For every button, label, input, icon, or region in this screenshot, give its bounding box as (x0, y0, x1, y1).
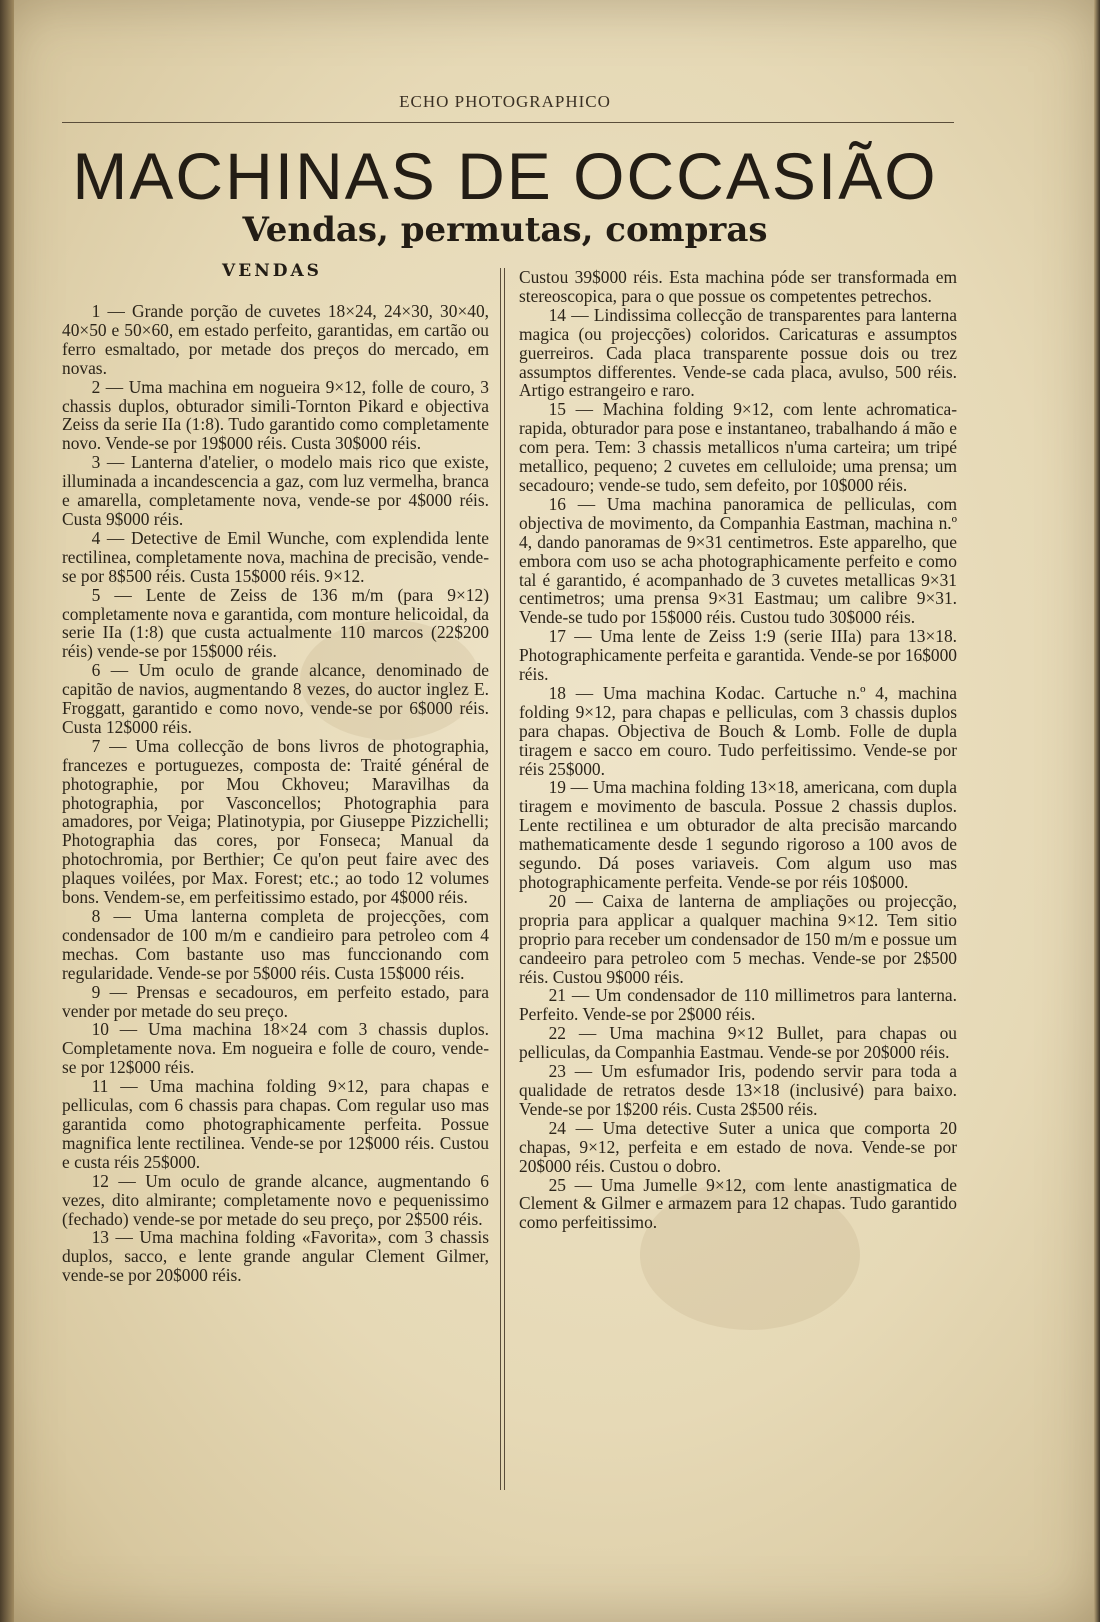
listing-item: 23 — Um esfumador Iris, podendo servir para toda a qualidade de retratos desde 13×18 (inclusivé) para baixo. Vende-se por 1$200 réis. Custa 2$500 réis. (519, 1061, 957, 1119)
listing-item: 5 — Lente de Zeiss de 136 m/m (para 9×12) completamente nova e garantida, com monture helicoidal, da serie IIa (1:8) que custa actualmente 110 marcos (22$200 réis) vende-se por 15$000 réis. (62, 584, 489, 662)
listing-item: 11 — Uma machina folding 9×12, para chapas e pelliculas, com 6 chassis para chapas. Com regular uso mas garantida como photographicamente perfeita. Possue magnifica lente rectilinea. Vende-se por 12$000 réis. Custou e custa réis 25$000. (62, 1076, 489, 1172)
header-rule (62, 122, 954, 123)
listing-item: 1 — Grande porção de cuvetes 18×24, 24×30, 30×40, 40×50 e 50×60, em estado perfeito, garantidas, em cartão ou ferro esmaltado, por metade dos preços do mercado, em novas. (62, 301, 489, 378)
page-edge (1094, 0, 1100, 1622)
listing-item: 9 — Prensas e secadouros, em perfeito estado, para vender por metade do seu preço. (62, 981, 489, 1021)
column-divider (504, 268, 505, 1490)
listing-item: 19 — Uma machina folding 13×18, americana, com dupla tiragem e movimento de bascula. Possue 2 chassis duplos. Lente rectilinea e um obturador de alta precisão marcando mathematicamente desde 1 segundo rigoroso a 100 avos de segundo. Dá poses variaveis. Com algum uso mas photographicamente perfeita. Vende-se por réis 10$000. (519, 777, 957, 892)
listing-item: 21 — Um condensador de 110 millimetros para lanterna. Perfeito. Vende-se por 2$000 réis. (519, 985, 957, 1025)
listing-item: 12 — Um oculo de grande alcance, augmentando 6 vezes, dito almirante; completamente novo e pequenissimo (fechado) vende-se por metade do seu preço, por 2$500 réis. (62, 1170, 489, 1229)
listing-item: 6 — Um oculo de grande alcance, denominado de capitão de navios, augmentando 8 vezes, do auctor inglez E. Froggatt, garantido e como novo, vende-se por 6$000 réis. Custa 12$000 réis. (62, 660, 489, 737)
page-subtitle: Vendas, permutas, compras (242, 210, 768, 250)
listing-item: 14 — Lindissima collecção de transparentes para lanterna magica (ou projecções) coloridos. Caricaturas e assumptos guerreiros. Cada placa transparente possue dois ou trez assumptos differentes. Vende-se cada placa, avulso, 500 réis. Artigo estrangeiro e raro. (519, 304, 957, 401)
listing-item: 25 — Uma Jumelle 9×12, com lente anastigmatica de Clement & Gilmer e armazem para 12 chapas. Tudo garantido como perfeitissimo. (519, 1174, 957, 1233)
listing-item: 18 — Uma machina Kodac. Cartuche n.º 4, machina folding 9×12, para chapas e pelliculas, com 3 chassis duplos para chapas. Objectiva de Bouch & Lomb. Folle de dupla tiragem e sacco em couro. Tudo perfeitissimo. Vende-se por réis 25$000. (519, 682, 957, 779)
listing-item: 20 — Caixa de lanterna de ampliações ou projecção, propria para applicar a qualquer machina 9×12. Tem sitio proprio para receber um condensador de 150 m/m e possue um candeeiro para petroleo com 5 mechas. Vende-se por 2$500 réis. Custou 9$000 réis. (519, 890, 957, 987)
listing-item: 13 — Uma machina folding «Favorita», com 3 chassis duplos, sacco, e lente grande angular Clement Gilmer, vende-se por 20$000 réis. (62, 1227, 489, 1286)
listing-item: 10 — Uma machina 18×24 com 3 chassis duplos. Completamente nova. Em nogueira e folle de couro, vende-se por 12$000 réis. (62, 1019, 489, 1078)
section-heading: VENDAS (222, 261, 322, 281)
page-title: MACHINAS DE OCCASIÃO (72, 139, 938, 213)
listing-item: 16 — Uma machina panoramica de pelliculas, com objectiva de movimento, da Companhia Eastman, machina n.º 4, dando panoramas de 9×31 centimetros. Este apparelho, que embora com uso se acha photographicamente perfeito e como tal é garantido, é acompanhado de 3 cuvetes metallicas 9×31 centimetros; uma prensa 9×31 Eastmau; um calibre 9×31. Vende-se tudo por 15$000 réis. Custou tudo 30$000 réis. (519, 493, 957, 628)
listing-item: 3 — Lanterna d'atelier, o modelo mais rico que existe, illuminada a incandescencia a gaz, com luz vermelha, branca e amarella, completamente nova, vende-se por 4$000 réis. Custa 9$000 réis. (62, 452, 489, 529)
listing-item: 15 — Machina folding 9×12, com lente achromatica-rapida, obturador para pose e instantaneo, trabalhando á mão e com pera. Tem: 3 chassis metallicos n'uma carteira; um tripé metallico, pequeno; 2 cuvetes em celluloide; uma prensa; um secadouro; vende-se tudo, sem defeito, por 10$000 réis. (519, 399, 957, 495)
running-head: ECHO PHOTOGRAPHICO (399, 92, 611, 111)
right-column (519, 268, 957, 1232)
column-divider (500, 268, 501, 1490)
left-column (62, 302, 489, 1285)
listing-item: 22 — Uma machina 9×12 Bullet, para chapas ou pelliculas, da Companhia Eastmau. Vende-se por 20$000 réis. (519, 1023, 957, 1063)
listing-item: 8 — Uma lanterna completa de projecções, com condensador de 100 m/m e candieiro para petroleo com 4 mechas. Com bastante uso mas funccionando com regularidade. Vende-se por 5$000 réis. Custa 15$000 réis. (62, 906, 489, 983)
listing-item: 7 — Uma collecção de bons livros de photographia, francezes e portuguezes, composta de: Traité général de photographie, por Mou Ckhoveu; Maravilhas da photographia, por Vasconcellos; Photographia para amadores, por Veiga; Platinotypia, por Giuseppe Pizzichelli; Photographia das cores, por Fonseca; Manual da photochromia, por Berthier; Ce qu'on peut faire avec des plaques voilées, por Max. Forest; etc.; ao todo 12 volumes bons. Vendem-se, em perfeitissimo estado, por 4$000 réis. (62, 735, 489, 908)
listing-continuation: Custou 39$000 réis. Esta machina póde ser transformada em stereoscopica, para o que possue os competentes petrechos. (519, 267, 957, 306)
listing-item: 2 — Uma machina em nogueira 9×12, folle de couro, 3 chassis duplos, obturador simili-Tornton Pikard e objectiva Zeiss da serie IIa (1:8). Tudo garantido como completamente novo. Vende-se por 19$000 réis. Custa 30$000 réis. (62, 376, 489, 454)
listing-item: 4 — Detective de Emil Wunche, com explendida lente rectilinea, completamente nova, machina de precisão, vende-se por 8$500 réis. Custa 15$000 réis. 9×12. (62, 527, 489, 586)
listing-item: 24 — Uma detective Suter a unica que comporta 20 chapas, 9×12, perfeita e em estado de nova. Vende-se por 20$000 réis. Custou o dobro. (519, 1117, 957, 1176)
listing-item: 17 — Uma lente de Zeiss 1:9 (serie IIIa) para 13×18. Photographicamente perfeita e garantida. Vende-se por 16$000 réis. (519, 626, 957, 685)
